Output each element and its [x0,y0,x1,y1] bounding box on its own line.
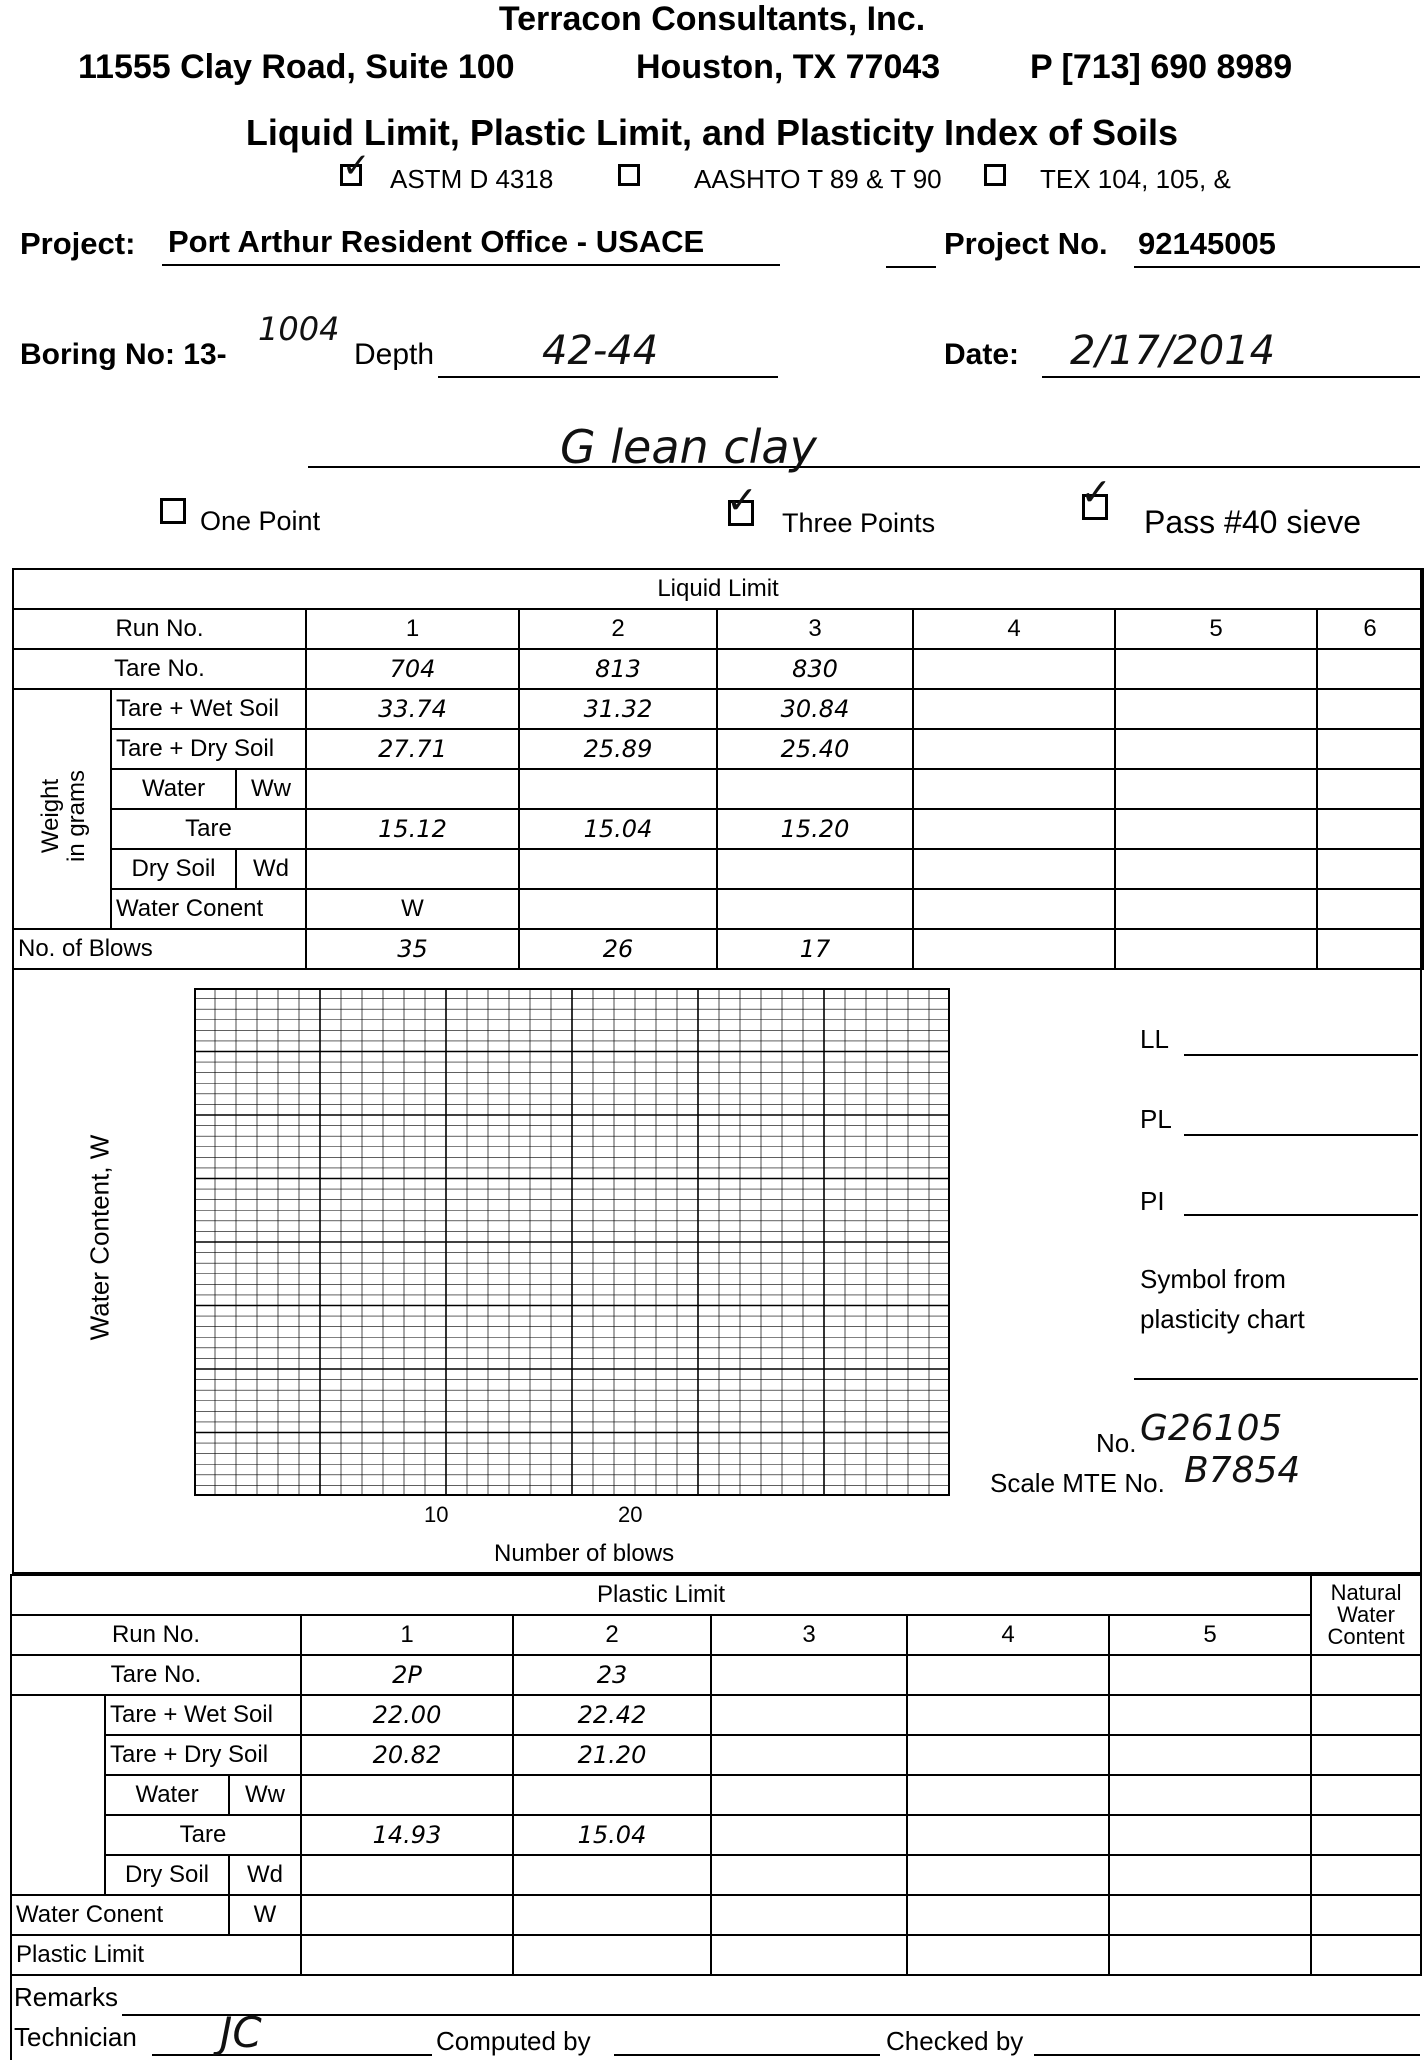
ll-tare-3[interactable]: 15.20 [717,809,913,849]
ll-tare-no-1[interactable]: 704 [306,649,519,689]
natural-water-tare[interactable] [1311,1815,1421,1855]
three-points-check-mark: ✓ [726,478,758,522]
date-value[interactable]: 2/17/2014 [1070,328,1276,374]
ll-tare-no-6[interactable] [1317,649,1423,689]
pl-water-1[interactable] [301,1775,513,1815]
ll-blows-4[interactable] [913,929,1115,969]
three-points-label: Three Points [782,508,936,538]
ll-blows-5[interactable] [1115,929,1317,969]
aashto-label: AASHTO T 89 & T 90 [694,164,942,194]
symbol-label-1: Symbol from [1140,1264,1286,1294]
ll-run-4: 4 [913,609,1115,649]
ll-run-3: 3 [717,609,913,649]
pl-tare-no-5[interactable] [1109,1655,1311,1695]
pl-title: Plastic Limit [11,1575,1311,1615]
pl-dry-soil-label: Dry Soil [105,1855,229,1895]
pl-tare-4[interactable] [907,1815,1109,1855]
ll-water-1[interactable] [306,769,519,809]
pl-tare-wet-4[interactable] [907,1695,1109,1735]
depth-label: Depth [354,338,435,371]
ll-run-6: 6 [1317,609,1423,649]
ll-dry-soil-1[interactable] [306,849,519,889]
ll-tare-wet-6[interactable] [1317,689,1423,729]
ll-tare-dry-2[interactable]: 25.89 [519,729,717,769]
pl-result-field[interactable] [1184,1134,1418,1136]
pl-tare-2[interactable]: 15.04 [513,1815,711,1855]
pl-run-label: Run No. [11,1615,301,1655]
pl-tare-dry-2[interactable]: 21.20 [513,1735,711,1775]
ll-run-1: 1 [306,609,519,649]
pl-tare-wet-2[interactable]: 22.42 [513,1695,711,1735]
symbol-label-2: plasticity chart [1140,1304,1305,1334]
ll-water-5[interactable] [1115,769,1317,809]
ll-tare-dry-label: Tare + Dry Soil [111,729,306,769]
pl-run-1: 1 [301,1615,513,1655]
pl-plastic-limit-4[interactable] [907,1935,1109,1975]
ll-tare-no-label: Tare No. [13,649,306,689]
tex-checkbox[interactable] [984,164,1006,186]
pl-tare-dry-1[interactable]: 20.82 [301,1735,513,1775]
ll-tare-no-5[interactable] [1115,649,1317,689]
equipment-no-value[interactable]: G26105 [1140,1408,1283,1449]
pl-plastic-limit-3[interactable] [711,1935,907,1975]
natural-water-water[interactable] [1311,1775,1421,1815]
ll-tare-wet-2[interactable]: 31.32 [519,689,717,729]
pl-tare-label: Tare [105,1815,301,1855]
pl-dry-soil-1[interactable] [301,1855,513,1895]
pl-run-5: 5 [1109,1615,1311,1655]
pl-weight-cell [11,1695,105,1895]
equipment-no-label: No. [1096,1428,1137,1458]
technician-value[interactable]: JC [220,2008,262,2057]
ll-result-field[interactable] [1184,1054,1418,1056]
pl-dry-soil-3[interactable] [711,1855,907,1895]
pl-water-content-label: Water Conent [11,1895,229,1935]
natural-water-tare-wet[interactable] [1311,1695,1421,1735]
company-name: Terracon Consultants, Inc. [498,0,926,38]
ll-tare-6[interactable] [1317,809,1423,849]
ll-tare-no-2[interactable]: 813 [519,649,717,689]
ll-dry-soil-4[interactable] [913,849,1115,889]
technician-field[interactable] [152,2054,432,2056]
ll-dry-soil-6[interactable] [1317,849,1423,889]
pl-tare-no-label: Tare No. [11,1655,301,1695]
one-point-label: One Point [200,506,321,536]
ll-tare-label: Tare [111,809,306,849]
ll-blows-1[interactable]: 35 [306,929,519,969]
computed-by-field[interactable] [614,2054,880,2056]
form-title: Liquid Limit, Plastic Limit, and Plasticity Index of Soils [245,112,1179,153]
company-phone: P [713] 690 8989 [1030,48,1293,86]
ll-tare-1[interactable]: 15.12 [306,809,519,849]
pl-water-content-5[interactable] [1109,1895,1311,1935]
pl-water-4[interactable] [907,1775,1109,1815]
pl-dry-soil-4[interactable] [907,1855,1109,1895]
astm-check-mark: ✓ [342,146,371,186]
ll-tare-2[interactable]: 15.04 [519,809,717,849]
remarks-label: Remarks [14,1982,119,2012]
pl-water-content-4[interactable] [907,1895,1109,1935]
computed-by-label: Computed by [436,2026,591,2056]
ll-water-content-3[interactable] [913,889,1115,929]
ll-weight-label: Weight in grams [37,769,90,863]
project-number-label: Project No. [944,226,1108,261]
ll-run-2: 2 [519,609,717,649]
blows-water-content-grid[interactable] [194,988,950,1496]
ll-water-content-2[interactable] [717,889,913,929]
technician-label: Technician [14,2022,137,2052]
pl-water-content-1[interactable] [301,1895,513,1935]
pl-plastic-limit-label: Plastic Limit [11,1935,301,1975]
astm-label: ASTM D 4318 [390,164,554,194]
ll-water-2[interactable] [519,769,717,809]
depth-value[interactable]: 42-44 [542,328,659,374]
remarks-field[interactable] [122,2014,1420,2016]
pl-water-symbol: Ww [229,1775,301,1815]
pl-water-5[interactable] [1109,1775,1311,1815]
pi-result-label: PI [1140,1186,1165,1216]
ll-dry-soil-label: Dry Soil [111,849,236,889]
pl-plastic-limit-2[interactable] [513,1935,711,1975]
ll-blows-3[interactable]: 17 [717,929,913,969]
pl-dry-soil-symbol: Wd [229,1855,301,1895]
graph-x-label: Number of blows [494,1540,675,1567]
pl-tare-no-1[interactable]: 2P [301,1655,513,1695]
ll-tare-dry-1[interactable]: 27.71 [306,729,519,769]
pl-weight-label [47,1695,73,1895]
boring-label: Boring No: 13- [20,338,227,371]
natural-water-tare-no[interactable] [1311,1655,1421,1695]
natural-water-dry-soil[interactable] [1311,1855,1421,1895]
x-tick-10: 10 [424,1502,449,1527]
pl-tare-wet-3[interactable] [711,1695,907,1735]
pl-dry-soil-2[interactable] [513,1855,711,1895]
ll-water-4[interactable] [913,769,1115,809]
ll-water-content-5[interactable] [1317,889,1423,929]
pl-water-content-2[interactable] [513,1895,711,1935]
tex-label: TEX 104, 105, & [1040,164,1231,194]
ll-tare-dry-3[interactable]: 25.40 [717,729,913,769]
pl-tare-wet-label: Tare + Wet Soil [105,1695,301,1735]
ll-water-content-label: Water Conent [111,889,306,929]
ll-tare-wet-3[interactable]: 30.84 [717,689,913,729]
boring-number[interactable]: 1004 [258,310,340,348]
pl-water-3[interactable] [711,1775,907,1815]
pl-dry-soil-5[interactable] [1109,1855,1311,1895]
company-city: Houston, TX 77043 [636,48,941,86]
ll-weight-cell [13,689,111,929]
pl-run-2: 2 [513,1615,711,1655]
scale-mte-label: Scale MTE No. [990,1468,1165,1498]
pl-tare-wet-5[interactable] [1109,1695,1311,1735]
date-label: Date: [944,338,1020,371]
ll-tare-wet-4[interactable] [913,689,1115,729]
natural-water-content-header: Natural Water Content [1311,1575,1421,1655]
ll-water-symbol: Ww [236,769,306,809]
ll-water-content-1[interactable] [519,889,717,929]
ll-dry-soil-symbol: Wd [236,849,306,889]
ll-blows-2[interactable]: 26 [519,929,717,969]
pass40-label: Pass #40 sieve [1144,504,1362,540]
ll-tare-no-4[interactable] [913,649,1115,689]
pl-water-2[interactable] [513,1775,711,1815]
natural-water-tare-dry[interactable] [1311,1735,1421,1775]
ll-water-content-4[interactable] [1115,889,1317,929]
pl-tare-1[interactable]: 14.93 [301,1815,513,1855]
ll-run-label: Run No. [13,609,306,649]
pl-water-content-symbol: W [229,1895,301,1935]
pl-run-4: 4 [907,1615,1109,1655]
pl-tare-dry-5[interactable] [1109,1735,1311,1775]
pl-tare-dry-3[interactable] [711,1735,907,1775]
pl-tare-dry-4[interactable] [907,1735,1109,1775]
checked-by-label: Checked by [886,2026,1024,2056]
ll-result-label: LL [1140,1024,1169,1054]
pl-water-content-3[interactable] [711,1895,907,1935]
pl-plastic-limit-5[interactable] [1109,1935,1311,1975]
pl-plastic-limit-1[interactable] [301,1935,513,1975]
natural-water-content-value[interactable] [1311,1895,1421,1935]
checked-by-field[interactable] [1034,2054,1420,2056]
pass40-check-mark: ✓ [1080,470,1112,514]
pl-tare-3[interactable] [711,1815,907,1855]
pl-tare-no-3[interactable] [711,1655,907,1695]
pl-tare-dry-label: Tare + Dry Soil [105,1735,301,1775]
ll-dry-soil-5[interactable] [1115,849,1317,889]
pl-tare-5[interactable] [1109,1815,1311,1855]
liquid-limit-table [12,568,1424,970]
ll-tare-wet-label: Tare + Wet Soil [111,689,306,729]
graph-y-label: Water Content, W [84,1134,115,1341]
ll-tare-dry-6[interactable] [1317,729,1423,769]
scale-mte-value[interactable]: B7854 [1184,1450,1301,1491]
company-address: 11555 Clay Road, Suite 100 [78,48,515,86]
natural-water-plastic-limit[interactable] [1311,1935,1421,1975]
pl-tare-wet-1[interactable]: 22.00 [301,1695,513,1735]
ll-tare-dry-5[interactable] [1115,729,1317,769]
soil-description[interactable]: G lean clay [560,420,817,474]
symbol-field[interactable] [1134,1378,1418,1380]
ll-title: Liquid Limit [13,569,1423,609]
ll-tare-5[interactable] [1115,809,1317,849]
ll-run-5: 5 [1115,609,1317,649]
one-point-checkbox[interactable] [160,498,186,524]
pl-water-label: Water [105,1775,229,1815]
ll-water-6[interactable] [1317,769,1423,809]
pl-tare-no-2[interactable]: 23 [513,1655,711,1695]
ll-water-content-symbol: W [306,889,519,929]
plastic-limit-table [10,1574,1422,1976]
ll-dry-soil-2[interactable] [519,849,717,889]
ll-water-3[interactable] [717,769,913,809]
ll-tare-4[interactable] [913,809,1115,849]
ll-blows-6[interactable] [1317,929,1423,969]
ll-blows-label: No. of Blows [13,929,306,969]
aashto-checkbox[interactable] [618,164,640,186]
ll-dry-soil-3[interactable] [717,849,913,889]
x-tick-20: 20 [618,1502,643,1527]
ll-tare-dry-4[interactable] [913,729,1115,769]
pl-run-3: 3 [711,1615,907,1655]
project-name[interactable]: Port Arthur Resident Office - USACE [168,224,705,259]
ll-tare-wet-5[interactable] [1115,689,1317,729]
ll-water-label: Water [111,769,236,809]
pl-result-label: PL [1140,1104,1172,1134]
pi-result-field[interactable] [1184,1214,1418,1216]
project-label: Project: [20,226,136,261]
ll-tare-wet-1[interactable]: 33.74 [306,689,519,729]
ll-tare-no-3[interactable]: 830 [717,649,913,689]
project-number[interactable]: 92145005 [1138,226,1276,261]
pl-tare-no-4[interactable] [907,1655,1109,1695]
